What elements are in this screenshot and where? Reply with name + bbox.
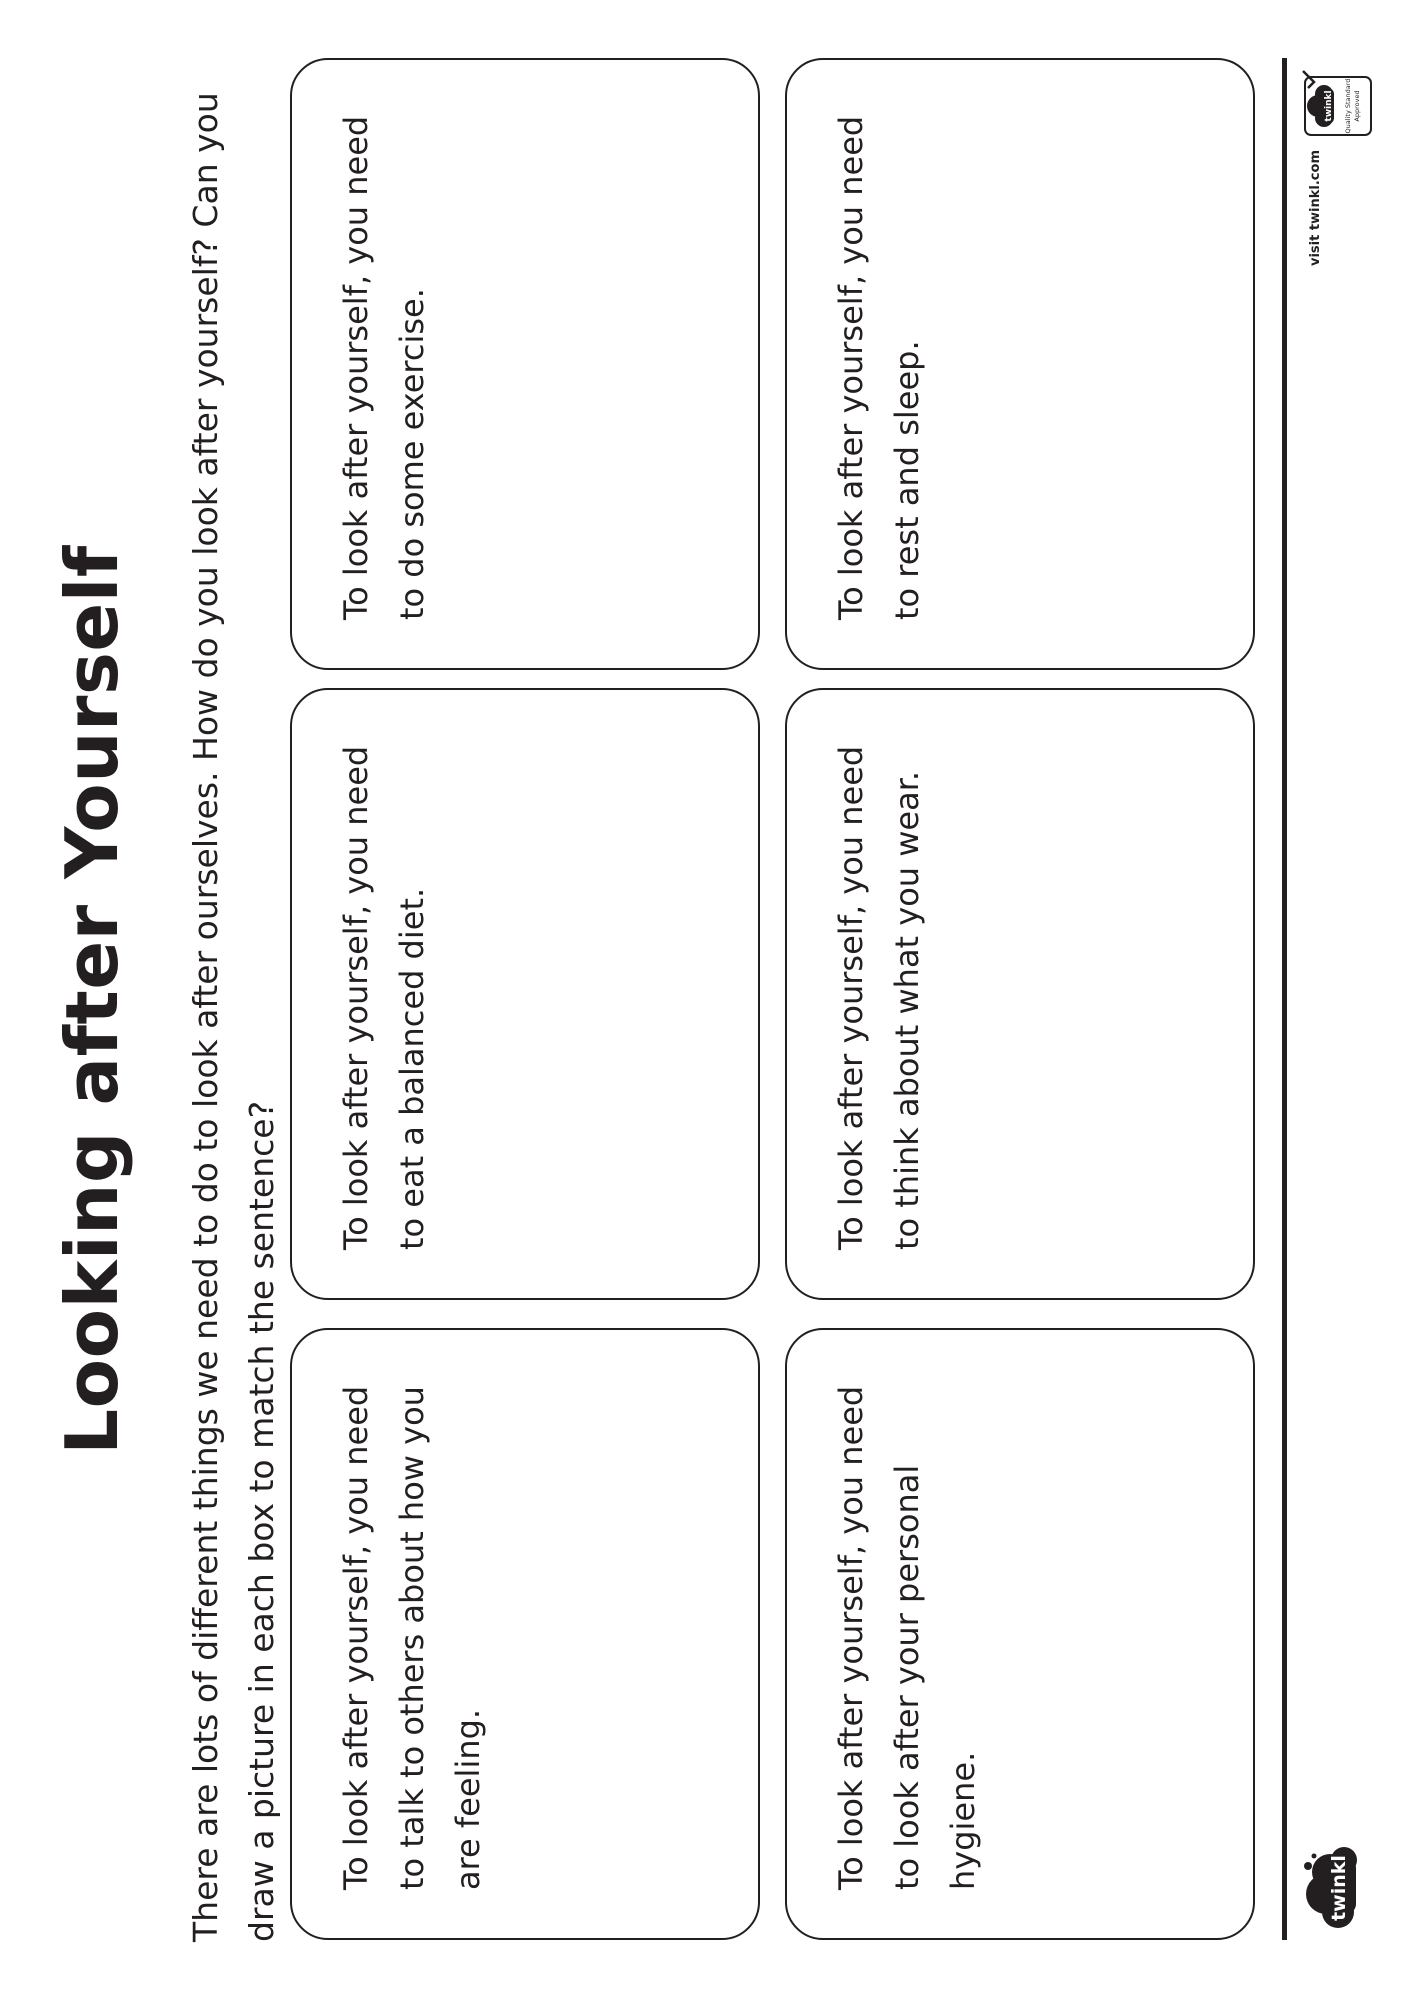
drawing-box-sleep[interactable] [785,58,1255,670]
badge-wordmark: twinkl [1324,90,1334,122]
website-label: visit twinkl.com [1308,150,1323,267]
quality-badge-icon [1302,68,1374,138]
drawing-box-prompt: To look after yourself, you need to do some exercise. [337,115,431,620]
page-title: Looking after Yourself [50,545,134,1455]
badge-text-line2: Approved [1353,90,1361,122]
drawing-box-talk[interactable] [290,1328,760,1940]
brand-wordmark: twinkl [1328,1855,1350,1921]
drawing-box-clothing[interactable] [785,688,1255,1300]
drawing-box-prompt: To look after yourself, you need to think about what you wear. [832,745,926,1250]
badge-text-line1: Quality Standard [1344,78,1352,134]
drawing-box-prompt: To look after yourself, you need to talk to others about how you are feeling. [337,1385,487,1890]
drawing-box-prompt: To look after yourself, you need to rest and sleep. [832,115,926,620]
drawing-box-exercise[interactable] [290,58,760,670]
drawing-box-diet[interactable] [290,688,760,1300]
drawing-box-hygiene[interactable] [785,1328,1255,1940]
drawing-box-prompt: To look after yourself, you need to look after your personal hygiene. [832,1385,982,1890]
footer-divider [1282,58,1287,1940]
instructions-text: There are lots of different things we need to do to look after ourselves. How do you look after yourself? Can you draw a picture in each box to match the sentence? [186,92,281,1942]
twinkl-logo-icon [1300,1846,1364,1930]
drawing-box-prompt: To look after yourself, you need to eat a balanced diet. [337,745,431,1250]
